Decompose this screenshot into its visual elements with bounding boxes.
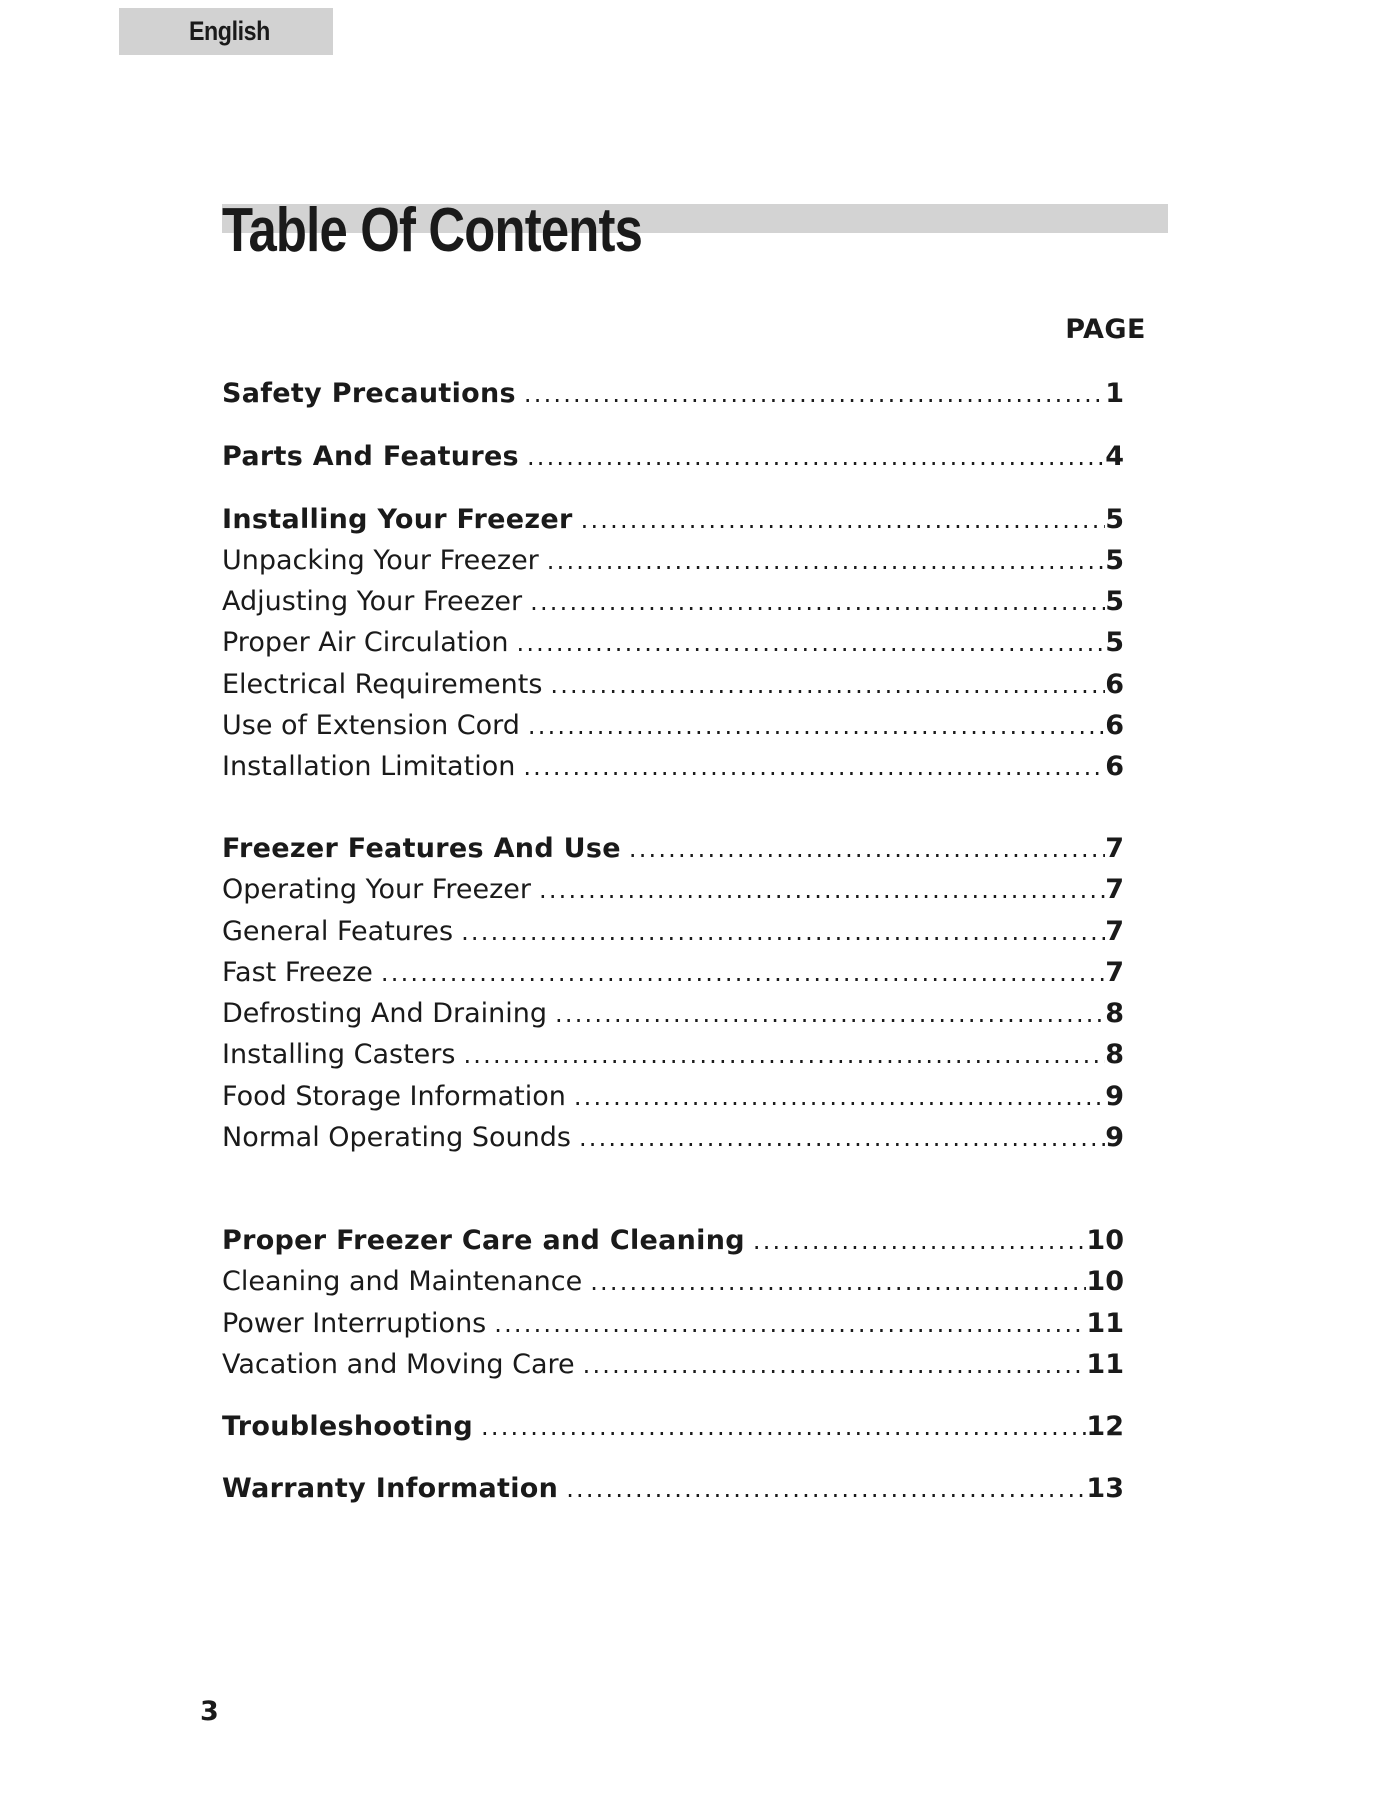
toc-entry-vacation-and-moving-care[interactable] <box>222 1348 1124 1382</box>
toc-entry-page: 7 <box>1105 874 1124 905</box>
toc-entry-fast-freeze[interactable] <box>222 956 1124 990</box>
toc-entry-page: 12 <box>1086 1411 1124 1442</box>
toc-entry-page: 5 <box>1105 545 1124 576</box>
toc-entry-page: 4 <box>1105 441 1124 472</box>
dot-leader <box>463 1038 1105 1072</box>
toc-entry-proper-air-circulation[interactable] <box>222 626 1124 660</box>
page-title: Table Of Contents <box>222 196 643 265</box>
toc-entry-label: Proper Freezer Care and Cleaning <box>222 1225 745 1256</box>
toc-entry-page: 5 <box>1105 504 1124 535</box>
dot-leader <box>590 1265 1086 1299</box>
dot-leader <box>528 709 1105 743</box>
toc-entry-page: 1 <box>1105 378 1124 409</box>
toc-entry-defrosting-and-draining[interactable] <box>222 997 1124 1031</box>
toc-entry-label: Cleaning and Maintenance <box>222 1266 583 1297</box>
toc-entry-page: 5 <box>1105 627 1124 658</box>
dot-leader <box>381 956 1105 990</box>
toc-entry-page: 7 <box>1105 957 1124 988</box>
toc-entry-page: 7 <box>1105 916 1124 947</box>
toc-entry-page: 11 <box>1086 1349 1124 1380</box>
dot-leader <box>481 1410 1086 1444</box>
dot-leader <box>566 1472 1086 1506</box>
toc-entry-adjusting-your-freezer[interactable] <box>222 585 1124 619</box>
dot-leader <box>530 585 1105 619</box>
toc-entry-parts-and-features[interactable] <box>222 440 1124 474</box>
dot-leader <box>517 626 1106 660</box>
toc-entry-safety-precautions[interactable] <box>222 377 1124 411</box>
toc-entry-operating-your-freezer[interactable] <box>222 873 1124 907</box>
toc-entry-label: General Features <box>222 916 454 947</box>
dot-leader <box>547 544 1105 578</box>
dot-leader <box>524 377 1105 411</box>
dot-leader <box>583 1348 1087 1382</box>
toc-entry-label: Food Storage Information <box>222 1081 566 1112</box>
toc-entry-page: 5 <box>1105 586 1124 617</box>
dot-leader <box>574 1080 1105 1114</box>
toc-entry-label: Defrosting And Draining <box>222 998 548 1029</box>
page-number: 3 <box>200 1696 219 1727</box>
toc-entry-page: 10 <box>1086 1266 1124 1297</box>
dot-leader <box>523 750 1105 784</box>
toc-entry-installing-casters[interactable] <box>222 1038 1124 1072</box>
dot-leader <box>461 915 1105 949</box>
toc-entry-warranty-information[interactable] <box>222 1472 1124 1506</box>
toc-entry-label: Power Interruptions <box>222 1308 487 1339</box>
toc-entry-use-of-extension-cord[interactable] <box>222 709 1124 743</box>
toc-entry-troubleshooting[interactable] <box>222 1410 1124 1444</box>
toc-entry-label: Installation Limitation <box>222 751 516 782</box>
toc-entry-label: Proper Air Circulation <box>222 627 509 658</box>
toc-entry-label: Vacation and Moving Care <box>222 1349 575 1380</box>
language-label: English <box>189 16 270 46</box>
toc-entry-label: Operating Your Freezer <box>222 874 531 905</box>
toc-entry-page: 7 <box>1105 833 1124 864</box>
toc-entry-label: Safety Precautions <box>222 378 516 409</box>
toc-entry-label: Unpacking Your Freezer <box>222 545 539 576</box>
toc-entry-page: 8 <box>1105 1039 1124 1070</box>
toc-entry-label: Warranty Information <box>222 1473 559 1504</box>
toc-entry-label: Electrical Requirements <box>222 669 543 700</box>
toc-entry-cleaning-and-maintenance[interactable] <box>222 1265 1124 1299</box>
toc-entry-food-storage-information[interactable] <box>222 1080 1124 1114</box>
dot-leader <box>753 1224 1087 1258</box>
toc-entry-label: Installing Casters <box>222 1039 456 1070</box>
dot-leader <box>494 1307 1086 1341</box>
toc-entry-label: Parts And Features <box>222 441 519 472</box>
toc-entry-label: Normal Operating Sounds <box>222 1122 571 1153</box>
toc-entry-label: Troubleshooting <box>222 1411 474 1442</box>
toc-entry-freezer-features-and-use[interactable] <box>222 832 1124 866</box>
dot-leader <box>539 873 1105 907</box>
toc-entry-unpacking-your-freezer[interactable] <box>222 544 1124 578</box>
dot-leader <box>581 503 1106 537</box>
toc-entry-installing-your-freezer[interactable] <box>222 503 1124 537</box>
dot-leader <box>527 440 1105 474</box>
toc-entry-label: Installing Your Freezer <box>222 504 573 535</box>
toc-entry-page: 6 <box>1105 669 1124 700</box>
toc-entry-electrical-requirements[interactable] <box>222 668 1124 702</box>
toc-entry-label: Fast Freeze <box>222 957 373 988</box>
toc-entry-page: 6 <box>1105 710 1124 741</box>
dot-leader <box>550 668 1105 702</box>
toc-entry-label: Freezer Features And Use <box>222 833 621 864</box>
toc-entry-proper-freezer-care-and-cleaning[interactable] <box>222 1224 1124 1258</box>
toc-entry-page: 9 <box>1105 1081 1124 1112</box>
toc-entry-label: Use of Extension Cord <box>222 710 520 741</box>
dot-leader <box>629 832 1105 866</box>
page-column-label: PAGE <box>1065 314 1146 345</box>
toc-entry-normal-operating-sounds[interactable] <box>222 1121 1124 1155</box>
dot-leader <box>579 1121 1105 1155</box>
toc-entry-power-interruptions[interactable] <box>222 1307 1124 1341</box>
toc-entry-installation-limitation[interactable] <box>222 750 1124 784</box>
toc-entry-page: 11 <box>1086 1308 1124 1339</box>
toc-entry-page: 6 <box>1105 751 1124 782</box>
toc-entry-label: Adjusting Your Freezer <box>222 586 523 617</box>
toc-entry-page: 9 <box>1105 1122 1124 1153</box>
toc-entry-page: 13 <box>1086 1473 1124 1504</box>
toc-entry-page: 10 <box>1086 1225 1124 1256</box>
language-tab <box>119 8 333 55</box>
toc-entry-page: 8 <box>1105 998 1124 1029</box>
dot-leader <box>555 997 1105 1031</box>
toc-entry-general-features[interactable] <box>222 915 1124 949</box>
